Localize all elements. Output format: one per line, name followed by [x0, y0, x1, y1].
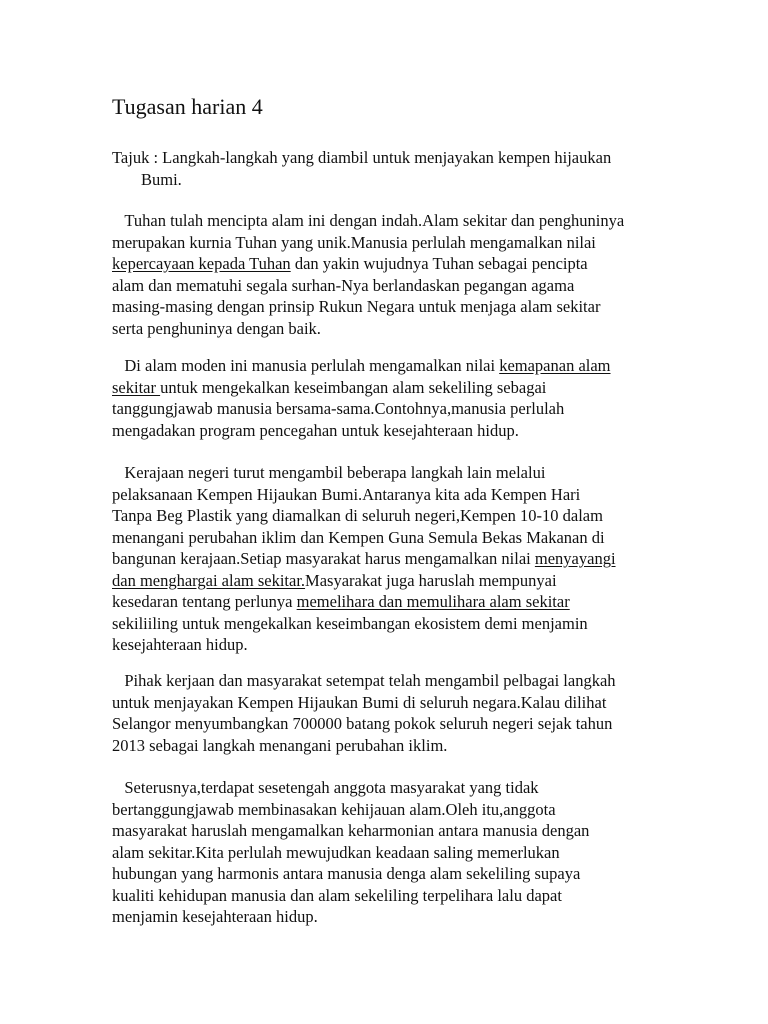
paragraph-line: [112, 885, 589, 907]
text-segment: Masyarakat juga haruslah mempunyai: [305, 570, 557, 590]
paragraph-line: [112, 210, 624, 232]
text-segment: alam sekitar.Kita perlulah mewujudkan keadaan saling memerlukan: [112, 842, 560, 862]
paragraph-line: [112, 398, 611, 420]
text-segment: Tuhan tulah mencipta alam ini dengan indah.Alam sekitar dan penghuninya: [112, 211, 625, 230]
paragraph-3: [112, 462, 616, 656]
paragraph-line: [112, 735, 616, 757]
text-segment: pelaksanaan Kempen Hijaukan Bumi.Antaranya kita ada Kempen Hari: [112, 484, 581, 504]
text-segment: menangani perubahan iklim dan Kempen Guna Semula Bekas Makanan di: [112, 527, 605, 547]
paragraph-4: [112, 670, 616, 756]
text-segment: Selangor menyumbangkan 700000 batang pokok seluruh negeri sejak tahun: [112, 714, 613, 733]
paragraph-line: [112, 777, 589, 799]
text-segment: kualiti kehidupan manusia dan alam sekeliling terpelihara lalu dapat: [112, 885, 562, 905]
paragraph-line: [112, 842, 589, 864]
document-heading-tajuk: [112, 147, 611, 190]
paragraph-line: [112, 505, 616, 527]
paragraph-line: [112, 634, 616, 656]
paragraph-line: [112, 613, 616, 635]
text-segment: untuk mengekalkan keseimbangan alam sekeliling sebagai: [160, 377, 547, 397]
text-segment: merupakan kurnia Tuhan yang unik.Manusia perlulah mengamalkan nilai: [112, 232, 596, 252]
underlined-value-phrase: dan menghargai alam sekitar.: [112, 570, 306, 590]
paragraph-line: [112, 296, 624, 318]
text-segment: sekiliiling untuk mengekalkan keseimbangan ekosistem demi menjamin: [112, 613, 588, 633]
text-segment: hubungan yang harmonis antara manusia denga alam sekeliling supaya: [112, 864, 581, 883]
paragraph-1: [112, 210, 624, 339]
underlined-value-phrase: kemapanan alam: [499, 356, 611, 375]
text-segment: Seterusnya,terdapat sesetengah anggota masyarakat yang tidak: [112, 778, 539, 797]
paragraph-line: [112, 713, 616, 735]
text-segment: Di alam moden ini manusia perlulah mengamalkan nilai: [112, 356, 500, 375]
text-segment: menjamin kesejahteraan hidup.: [112, 907, 318, 926]
text-segment: serta penghuninya dengan baik.: [112, 318, 321, 338]
paragraph-line: [112, 232, 624, 254]
underlined-value-phrase: sekitar: [112, 377, 161, 397]
text-segment: 2013 sebagai langkah menangani perubahan iklim.: [112, 735, 448, 755]
underlined-value-phrase: kepercayaan kepada Tuhan: [112, 254, 291, 273]
text-segment: alam dan mematuhi segala surhan-Nya berlandaskan pegangan agama: [112, 275, 575, 295]
underlined-value-phrase: memelihara dan memulihara alam sekitar: [296, 592, 570, 611]
paragraph-line: [112, 275, 624, 297]
text-segment: Kerajaan negeri turut mengambil beberapa langkah lain melalui: [112, 463, 546, 482]
text-segment: masyarakat haruslah mengamalkan keharmonian antara manusia dengan: [112, 821, 590, 840]
paragraph-line: [112, 484, 616, 506]
tajuk-line-1: Tajuk : Langkah-langkah yang diambil untuk menjayakan kempen hijaukan: [112, 148, 612, 167]
underlined-value-phrase: menyayangi: [534, 549, 616, 568]
paragraph-line: [112, 527, 616, 549]
paragraph-line: [112, 670, 616, 692]
text-segment: kesedaran tentang perlunya: [112, 592, 297, 611]
paragraph-line: [112, 570, 616, 592]
paragraph-line: [112, 863, 589, 885]
paragraph-line: [112, 420, 611, 442]
text-segment: kesejahteraan hidup.: [112, 635, 248, 654]
paragraph-line: [112, 318, 624, 340]
paragraph-2: [112, 355, 611, 441]
paragraph-line: [112, 462, 616, 484]
text-segment: dan yakin wujudnya Tuhan sebagai pencipta: [290, 254, 588, 273]
paragraph-line: [112, 591, 616, 613]
paragraph-line: [112, 355, 611, 377]
paragraph-line: [112, 692, 616, 714]
paragraph-line: [112, 799, 589, 821]
text-segment: untuk menjayakan Kempen Hijaukan Bumi di seluruh negara.Kalau dilihat: [112, 692, 607, 712]
text-segment: Tanpa Beg Plastik yang diamalkan di seluruh negeri,Kempen 10-10 dalam: [112, 506, 603, 525]
text-segment: mengadakan program pencegahan untuk kesejahteraan hidup.: [112, 420, 519, 440]
text-segment: bangunan kerajaan.Setiap masyarakat harus mengamalkan nilai: [112, 549, 535, 568]
paragraph-line: [112, 377, 611, 399]
document-title: Tugasan harian 4: [112, 94, 263, 119]
paragraph-line: [112, 548, 616, 570]
text-segment: bertanggungjawab membinasakan kehijauan alam.Oleh itu,anggota: [112, 799, 556, 819]
paragraph-line: [112, 906, 589, 928]
text-segment: masing-masing dengan prinsip Rukun Negara untuk menjaga alam sekitar: [112, 297, 601, 316]
tajuk-line-2: Bumi.: [141, 169, 182, 189]
paragraph-line: [112, 820, 589, 842]
paragraph-5: [112, 777, 589, 928]
paragraph-line: [112, 253, 624, 275]
text-segment: Pihak kerjaan dan masyarakat setempat telah mengambil pelbagai langkah: [112, 671, 616, 690]
text-segment: tanggungjawab manusia bersama-sama.Contohnya,manusia perlulah: [112, 399, 565, 418]
